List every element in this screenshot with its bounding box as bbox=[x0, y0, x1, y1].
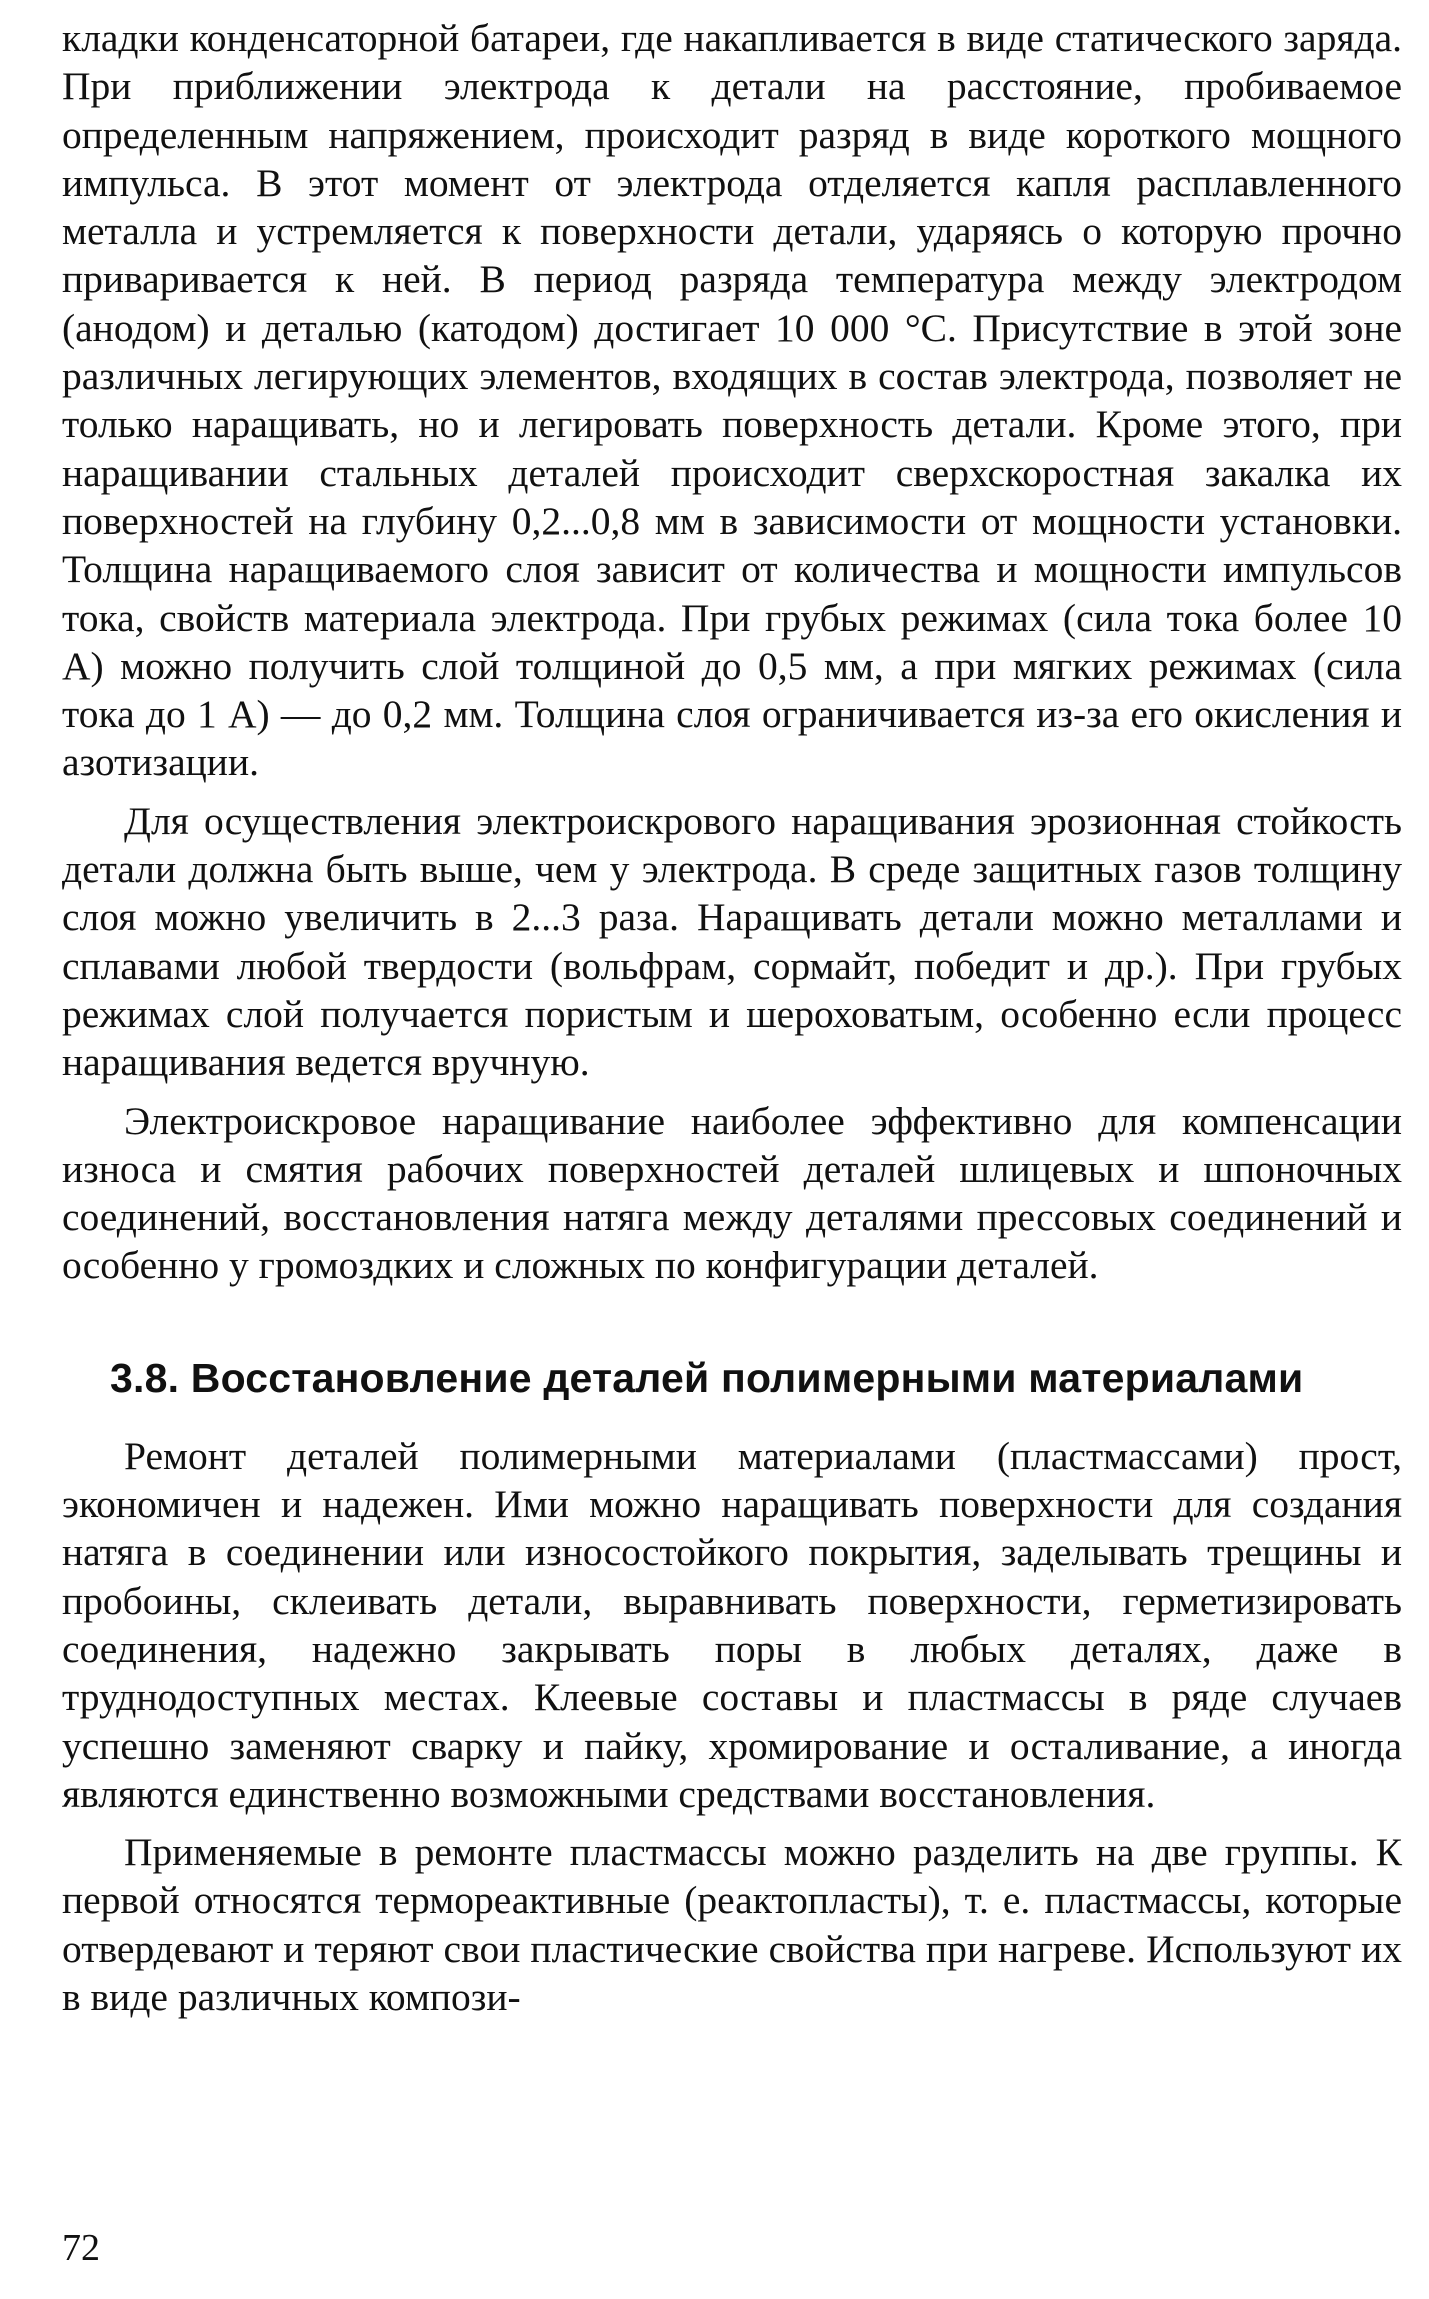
section-title: 3.8. Восстановление деталей полимерными материалами bbox=[110, 1354, 1304, 1401]
document-page bbox=[62, 14, 1402, 2021]
paragraph-electrospark-applications: Электроискровое наращивание наиболее эффективно для компенсации износа и смятия рабочих поверхностей деталей шлицевых и шпоночных соединений, восстановления натяга между деталями прессовых соединений и особенно у громоздких и сложных по конфигурации деталей. bbox=[62, 1098, 1402, 1288]
paragraph-polymer-repair: Ремонт деталей полимерными материалами (пластмассами) прост, экономичен и надежен. Ими можно наращивать поверхности для создания натяга в соединении или износостойкого покрытия, заделывать трещины и пробоины, склеивать детали, выравнивать поверхности, герметизировать соединения, надежно закрывать поры в любых деталях, даже в труднодоступных местах. Клеевые составы и пластмассы в ряде случаев успешно заменяют сварку и пайку, хромирование и осталивание, а иногда являются единственно возможными средствами восстановления. bbox=[62, 1433, 1402, 1816]
paragraph-erosion-resistance: Для осуществления электроискрового наращивания эрозионная стойкость детали должна быть выше, чем у электрода. В среде защитных газов толщину слоя можно увеличить в 2...3 раза. Наращивать детали можно металлами и сплавами любой твердости (вольфрам, сормайт, победит и др.). При грубых режимах слой получается пористым и шероховатым, особенно если процесс наращивания ведется вручную. bbox=[62, 798, 1402, 1085]
page-number: 72 bbox=[62, 2227, 100, 2269]
paragraph-plastic-groups: Применяемые в ремонте пластмассы можно разделить на две группы. К первой относятся термореактивные (реактопласты), т. е. пластмассы, которые отвердевают и теряют свои пластические свойства при нагреве. Используют их в виде различных компози- bbox=[62, 1830, 1402, 2019]
paragraph-electrospark-process: кладки конденсаторной батареи, где накапливается в виде статического заряда. При приближении электрода к детали на расстояние, пробиваемое определенным напряжением, происходит разряд в виде короткого мощного импульса. В этот момент от электрода отделяется капля расплавленного металла и устремляется к поверхности детали, ударяясь о которую прочно приваривается к ней. В период разряда температура между электродом (анодом) и деталью (катодом) достигает 10 000 °C. Присутствие в этой зоне различных легирующих элементов, входящих в состав электрода, позволяет не только наращивать, но и легировать поверхность детали. Кроме этого, при наращивании стальных деталей происходит сверхскоростная закалка их поверхностей на глубину 0,2...0,8 мм в зависимости от мощности установки. Толщина наращиваемого слоя зависит от количества и мощности импульсов тока, свойств материала электрода. При грубых режимах (сила тока более 10 А) можно получить слой толщиной до 0,5 мм, а при мягких режимах (сила тока до 1 А) — до 0,2 мм. Толщина слоя ограничивается из-за его окисления и азотизации. bbox=[62, 16, 1402, 785]
